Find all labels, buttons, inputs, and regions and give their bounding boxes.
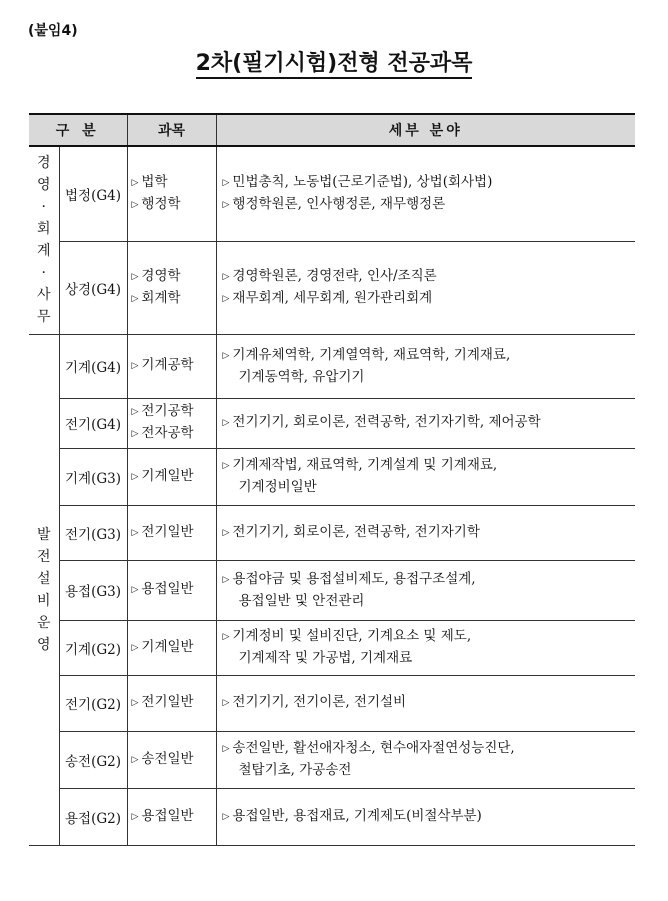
field-item bbox=[223, 412, 636, 434]
field-item-text: 기계유체역학, 기계열역학, 재료역학, 기계재료, bbox=[232, 346, 511, 363]
attachment-label: (붙임4) bbox=[28, 23, 78, 39]
bullet-triangle-icon: ▷ bbox=[222, 461, 230, 471]
field-item-text: 송전일반, 활선애자청소, 현수애자절연성능진단, bbox=[232, 740, 515, 756]
field-item-text: 전기기기, 전기이론, 전기설비 bbox=[232, 694, 407, 710]
table-row bbox=[29, 334, 635, 398]
bullet-triangle-icon: ▷ bbox=[222, 632, 230, 642]
subject-item bbox=[132, 466, 216, 488]
subject-cell bbox=[127, 398, 216, 448]
subject-item bbox=[132, 423, 216, 445]
field-item bbox=[223, 194, 636, 216]
subject-item bbox=[132, 806, 216, 828]
field-item-text: 용접야금 및 용접설비제도, 용접구조설계, bbox=[232, 570, 476, 587]
group-label-cell bbox=[29, 146, 59, 334]
field-item-text: 용접일반, 용접재료, 기계제도(비절삭부분) bbox=[232, 807, 482, 824]
group-label-char: 사 bbox=[36, 287, 51, 304]
bullet-triangle-icon: ▷ bbox=[222, 350, 230, 361]
group-label-char: 영 bbox=[36, 177, 51, 194]
table-row bbox=[29, 146, 635, 241]
table-row bbox=[29, 241, 635, 334]
bullet-triangle-icon: ▷ bbox=[131, 293, 139, 304]
category-cell: 전기(G2) bbox=[59, 675, 127, 731]
subject-item bbox=[132, 401, 216, 423]
bullet-triangle-icon: ▷ bbox=[222, 199, 230, 210]
bullet-triangle-icon: ▷ bbox=[222, 293, 230, 304]
bullet-triangle-icon: ▷ bbox=[131, 754, 139, 765]
group-label-char: 비 bbox=[36, 592, 51, 609]
field-item-continuation: 기계정비일반 bbox=[238, 479, 317, 495]
category-cell: 용접(G2) bbox=[59, 788, 127, 845]
fields-cell bbox=[216, 505, 635, 560]
bullet-triangle-icon: ▷ bbox=[131, 407, 139, 417]
group-label-cell bbox=[29, 334, 59, 845]
category-cell: 기계(G4) bbox=[59, 334, 127, 398]
bullet-triangle-icon: ▷ bbox=[131, 585, 139, 595]
subject-item-text: 경영학 bbox=[141, 267, 181, 284]
subject-cell bbox=[127, 731, 216, 788]
subject-item-text: 법학 bbox=[141, 173, 168, 190]
fields-cell bbox=[216, 241, 635, 334]
bullet-triangle-icon: ▷ bbox=[131, 361, 139, 371]
field-item-text: 기계제작법, 재료역학, 기계설계 및 기계재료, bbox=[232, 457, 498, 473]
bullet-triangle-icon: ▷ bbox=[131, 698, 139, 708]
subject-item-text: 기계공학 bbox=[141, 357, 194, 373]
bullet-triangle-icon: ▷ bbox=[131, 177, 139, 188]
subject-cell bbox=[127, 788, 216, 845]
bullet-triangle-icon: ▷ bbox=[222, 698, 230, 708]
subjects-table bbox=[29, 113, 635, 846]
subject-item-text: 전자공학 bbox=[141, 425, 194, 441]
group-label-char: 설 bbox=[36, 570, 51, 587]
subject-item bbox=[132, 522, 216, 544]
table-row bbox=[29, 788, 635, 845]
field-item bbox=[223, 569, 636, 591]
field-item bbox=[223, 172, 636, 194]
field-item-continuation: 기계동역학, 유압기기 bbox=[238, 368, 365, 385]
bullet-triangle-icon: ▷ bbox=[131, 471, 139, 482]
category-cell: 법정(G4) bbox=[59, 146, 127, 241]
field-item-text: 전기기기, 회로이론, 전력공학, 전기자기학, 제어공학 bbox=[232, 414, 541, 430]
group-label-char: 운 bbox=[36, 614, 51, 631]
bullet-triangle-icon: ▷ bbox=[131, 271, 139, 282]
subject-item-text: 용접일반 bbox=[141, 581, 194, 597]
field-item-text: 전기기기, 회로이론, 전력공학, 전기자기학 bbox=[232, 523, 480, 540]
field-item-text: 기계정비 및 설비진단, 기계요소 및 제도, bbox=[232, 628, 472, 644]
table-row bbox=[29, 731, 635, 788]
field-item-text: 경영학원론, 경영전략, 인사/조직론 bbox=[232, 267, 437, 284]
category-cell: 전기(G3) bbox=[59, 505, 127, 560]
field-item bbox=[223, 738, 636, 760]
subject-item-text: 회계학 bbox=[141, 289, 181, 306]
field-item-text: 행정학원론, 인사행정론, 재무행정론 bbox=[232, 195, 446, 212]
page-title bbox=[0, 46, 668, 77]
fields-cell bbox=[216, 146, 635, 241]
bullet-triangle-icon: ▷ bbox=[222, 527, 230, 538]
subject-item-text: 행정학 bbox=[141, 195, 181, 212]
subject-item bbox=[132, 266, 216, 288]
field-item bbox=[223, 522, 636, 544]
fields-cell bbox=[216, 334, 635, 398]
subject-cell bbox=[127, 334, 216, 398]
fields-cell bbox=[216, 560, 635, 620]
category-cell: 기계(G2) bbox=[59, 620, 127, 675]
subject-cell bbox=[127, 146, 216, 241]
category-cell: 전기(G4) bbox=[59, 398, 127, 448]
category-cell: 상경(G4) bbox=[59, 241, 127, 334]
group-label-char: 영 bbox=[36, 636, 51, 653]
group-label-char: 경 bbox=[36, 155, 51, 172]
subject-item-text: 송전일반 bbox=[141, 750, 194, 767]
subject-item bbox=[132, 288, 216, 310]
bullet-triangle-icon: ▷ bbox=[131, 527, 139, 538]
bullet-triangle-icon: ▷ bbox=[222, 418, 230, 428]
subject-item bbox=[132, 749, 216, 771]
subject-cell bbox=[127, 560, 216, 620]
table-row bbox=[29, 505, 635, 560]
bullet-triangle-icon: ▷ bbox=[222, 744, 230, 754]
group-label-char: 발 bbox=[36, 526, 51, 543]
table-row bbox=[29, 675, 635, 731]
bullet-triangle-icon: ▷ bbox=[222, 271, 230, 282]
field-item-text: 민법총칙, 노동법(근로기준법), 상법(회사법) bbox=[232, 173, 493, 190]
bullet-triangle-icon: ▷ bbox=[131, 642, 139, 653]
subject-cell bbox=[127, 505, 216, 560]
subject-item bbox=[132, 637, 216, 659]
subject-item-text: 전기일반 bbox=[141, 523, 194, 540]
field-item bbox=[223, 692, 636, 714]
subject-item-text: 기계일반 bbox=[141, 638, 194, 655]
subject-cell bbox=[127, 448, 216, 505]
header-fields: 세부 분야 bbox=[216, 114, 635, 146]
subject-item-text: 전기공학 bbox=[141, 403, 194, 419]
subject-cell bbox=[127, 620, 216, 675]
header-subject: 과목 bbox=[127, 114, 216, 146]
group-label-char: · bbox=[41, 265, 46, 282]
category-cell: 용접(G3) bbox=[59, 560, 127, 620]
group-label-char: · bbox=[41, 199, 46, 216]
field-item-continuation: 용접일반 및 안전관리 bbox=[238, 592, 365, 609]
field-item bbox=[223, 266, 636, 288]
category-cell: 송전(G2) bbox=[59, 731, 127, 788]
field-item bbox=[223, 455, 636, 477]
subject-cell bbox=[127, 241, 216, 334]
fields-cell bbox=[216, 620, 635, 675]
table-body bbox=[29, 146, 635, 845]
field-item-text: 재무회계, 세무회계, 원가관리회계 bbox=[232, 289, 433, 306]
field-item bbox=[223, 345, 636, 367]
bullet-triangle-icon: ▷ bbox=[222, 811, 230, 822]
field-item-continuation: 기계제작 및 가공법, 기계재료 bbox=[238, 650, 413, 666]
header-division: 구 분 bbox=[29, 114, 127, 146]
fields-cell bbox=[216, 731, 635, 788]
subject-item bbox=[132, 692, 216, 714]
bullet-triangle-icon: ▷ bbox=[131, 811, 139, 822]
field-item bbox=[223, 288, 636, 310]
subject-item bbox=[132, 355, 216, 377]
subject-cell bbox=[127, 675, 216, 731]
category-cell: 기계(G3) bbox=[59, 448, 127, 505]
table-row bbox=[29, 448, 635, 505]
field-item-continuation: 철탑기초, 가공송전 bbox=[238, 762, 352, 778]
table-header-row bbox=[29, 114, 635, 146]
subject-item bbox=[132, 579, 216, 601]
table-row bbox=[29, 560, 635, 620]
table-row bbox=[29, 620, 635, 675]
bullet-triangle-icon: ▷ bbox=[222, 177, 230, 188]
subject-item-text: 용접일반 bbox=[141, 807, 194, 824]
subject-item bbox=[132, 172, 216, 194]
group-label-char: 회 bbox=[36, 221, 51, 238]
subject-item bbox=[132, 194, 216, 216]
fields-cell bbox=[216, 448, 635, 505]
group-label-char: 무 bbox=[36, 309, 51, 326]
bullet-triangle-icon: ▷ bbox=[131, 429, 139, 439]
page-title-text: 2차(필기시험)전형 전공과목 bbox=[196, 51, 473, 79]
subject-item-text: 전기일반 bbox=[141, 694, 194, 710]
subject-item-text: 기계일반 bbox=[141, 467, 194, 484]
fields-cell bbox=[216, 788, 635, 845]
group-label-char: 계 bbox=[36, 243, 51, 260]
field-item bbox=[223, 626, 636, 648]
bullet-triangle-icon: ▷ bbox=[222, 574, 230, 585]
fields-cell bbox=[216, 675, 635, 731]
field-item bbox=[223, 806, 636, 828]
table-row bbox=[29, 398, 635, 448]
group-label-char: 전 bbox=[36, 548, 51, 565]
bullet-triangle-icon: ▷ bbox=[131, 199, 139, 210]
fields-cell bbox=[216, 398, 635, 448]
